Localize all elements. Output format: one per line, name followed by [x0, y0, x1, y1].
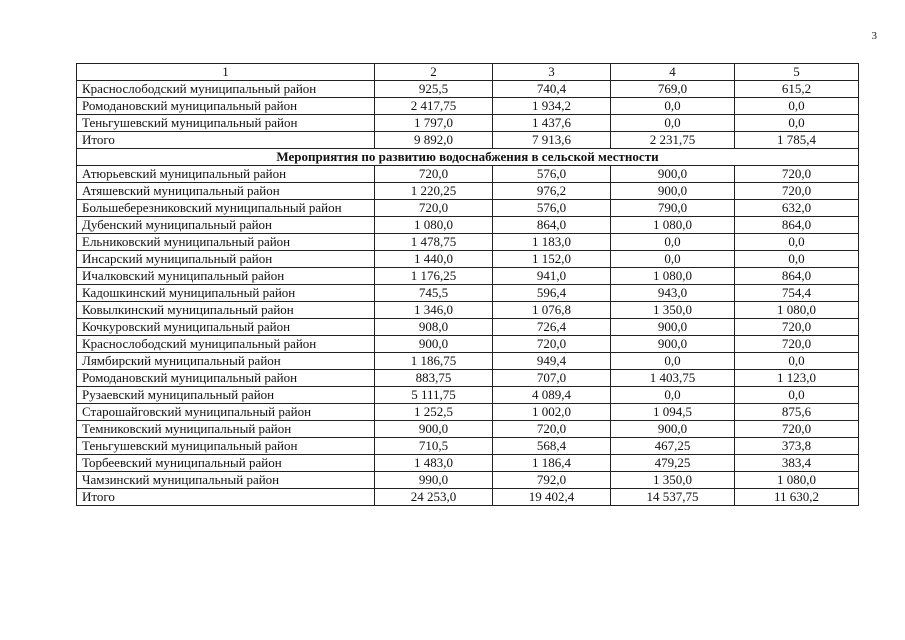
value-cell-col5: 720,0 — [735, 183, 859, 200]
section-title: Мероприятия по развитию водоснабжения в сельской местности — [77, 149, 859, 166]
value-cell-col2: 2 417,75 — [375, 98, 493, 115]
value-cell-col4: 790,0 — [611, 200, 735, 217]
district-name-cell: Атюрьевский муниципальный район — [77, 166, 375, 183]
value-cell-col5: 615,2 — [735, 81, 859, 98]
table-row — [77, 217, 859, 234]
column-number-header: 1 — [77, 64, 375, 81]
value-cell-col5: 720,0 — [735, 166, 859, 183]
value-cell-col4: 1 350,0 — [611, 302, 735, 319]
district-name-cell: Ковылкинский муниципальный район — [77, 302, 375, 319]
value-cell-col3: 1 437,6 — [493, 115, 611, 132]
table-row — [77, 268, 859, 285]
table-row — [77, 302, 859, 319]
value-cell-col4: 900,0 — [611, 166, 735, 183]
value-cell-col4: 0,0 — [611, 387, 735, 404]
value-cell-col4: 900,0 — [611, 421, 735, 438]
value-cell-col4: 2 231,75 — [611, 132, 735, 149]
value-cell-col5: 0,0 — [735, 353, 859, 370]
value-cell-col5: 632,0 — [735, 200, 859, 217]
value-cell-col5: 720,0 — [735, 421, 859, 438]
value-cell-col3: 576,0 — [493, 166, 611, 183]
value-cell-col5: 720,0 — [735, 319, 859, 336]
table-row — [77, 370, 859, 387]
value-cell-col4: 0,0 — [611, 98, 735, 115]
table-row — [77, 455, 859, 472]
column-number-header: 4 — [611, 64, 735, 81]
table-row — [77, 98, 859, 115]
column-number-header-row — [77, 64, 859, 81]
page-number: 3 — [871, 30, 877, 42]
value-cell-col5: 1 123,0 — [735, 370, 859, 387]
value-cell-col3: 1 002,0 — [493, 404, 611, 421]
column-number-header: 3 — [493, 64, 611, 81]
value-cell-col2: 1 080,0 — [375, 217, 493, 234]
value-cell-col4: 0,0 — [611, 234, 735, 251]
value-cell-col2: 925,5 — [375, 81, 493, 98]
district-name-cell: Теньгушевский муниципальный район — [77, 115, 375, 132]
table-row — [77, 81, 859, 98]
value-cell-col2: 1 483,0 — [375, 455, 493, 472]
value-cell-col4: 0,0 — [611, 353, 735, 370]
value-cell-col3: 864,0 — [493, 217, 611, 234]
table-row — [77, 234, 859, 251]
value-cell-col4: 1 350,0 — [611, 472, 735, 489]
total-row — [77, 489, 859, 506]
district-name-cell: Темниковский муниципальный район — [77, 421, 375, 438]
table-row — [77, 319, 859, 336]
table-row — [77, 438, 859, 455]
district-name-cell: Ромодановский муниципальный район — [77, 98, 375, 115]
value-cell-col4: 1 080,0 — [611, 268, 735, 285]
district-name-cell: Кадошкинский муниципальный район — [77, 285, 375, 302]
value-cell-col2: 720,0 — [375, 166, 493, 183]
value-cell-col3: 4 089,4 — [493, 387, 611, 404]
value-cell-col4: 943,0 — [611, 285, 735, 302]
value-cell-col5: 0,0 — [735, 234, 859, 251]
value-cell-col5: 875,6 — [735, 404, 859, 421]
value-cell-col2: 1 186,75 — [375, 353, 493, 370]
district-name-cell: Итого — [77, 489, 375, 506]
value-cell-col3: 941,0 — [493, 268, 611, 285]
value-cell-col2: 1 346,0 — [375, 302, 493, 319]
value-cell-col3: 792,0 — [493, 472, 611, 489]
table-row — [77, 353, 859, 370]
column-number-header: 2 — [375, 64, 493, 81]
district-name-cell: Большеберезниковский муниципальный район — [77, 200, 375, 217]
district-name-cell: Дубенский муниципальный район — [77, 217, 375, 234]
value-cell-col2: 720,0 — [375, 200, 493, 217]
value-cell-col4: 0,0 — [611, 251, 735, 268]
value-cell-col4: 769,0 — [611, 81, 735, 98]
value-cell-col5: 0,0 — [735, 115, 859, 132]
value-cell-col4: 479,25 — [611, 455, 735, 472]
district-name-cell: Ельниковский муниципальный район — [77, 234, 375, 251]
value-cell-col3: 1 186,4 — [493, 455, 611, 472]
value-cell-col2: 990,0 — [375, 472, 493, 489]
value-cell-col2: 1 440,0 — [375, 251, 493, 268]
district-name-cell: Лямбирский муниципальный район — [77, 353, 375, 370]
value-cell-col2: 9 892,0 — [375, 132, 493, 149]
table-row — [77, 285, 859, 302]
district-name-cell: Ромодановский муниципальный район — [77, 370, 375, 387]
value-cell-col4: 467,25 — [611, 438, 735, 455]
table-row — [77, 115, 859, 132]
value-cell-col2: 908,0 — [375, 319, 493, 336]
district-name-cell: Теньгушевский муниципальный район — [77, 438, 375, 455]
value-cell-col3: 707,0 — [493, 370, 611, 387]
value-cell-col5: 754,4 — [735, 285, 859, 302]
value-cell-col3: 740,4 — [493, 81, 611, 98]
value-cell-col3: 720,0 — [493, 421, 611, 438]
district-name-cell: Инсарский муниципальный район — [77, 251, 375, 268]
value-cell-col5: 11 630,2 — [735, 489, 859, 506]
value-cell-col5: 0,0 — [735, 387, 859, 404]
value-cell-col5: 864,0 — [735, 268, 859, 285]
district-name-cell: Краснослободский муниципальный район — [77, 336, 375, 353]
district-name-cell: Ичалковский муниципальный район — [77, 268, 375, 285]
value-cell-col4: 1 094,5 — [611, 404, 735, 421]
value-cell-col3: 568,4 — [493, 438, 611, 455]
value-cell-col3: 596,4 — [493, 285, 611, 302]
table-row — [77, 166, 859, 183]
value-cell-col2: 900,0 — [375, 421, 493, 438]
value-cell-col2: 24 253,0 — [375, 489, 493, 506]
table-row — [77, 336, 859, 353]
value-cell-col2: 1 176,25 — [375, 268, 493, 285]
value-cell-col2: 1 797,0 — [375, 115, 493, 132]
value-cell-col2: 1 220,25 — [375, 183, 493, 200]
value-cell-col5: 0,0 — [735, 98, 859, 115]
value-cell-col2: 5 111,75 — [375, 387, 493, 404]
section-header-row — [77, 149, 859, 166]
value-cell-col3: 949,4 — [493, 353, 611, 370]
table-row — [77, 183, 859, 200]
value-cell-col2: 883,75 — [375, 370, 493, 387]
value-cell-col3: 1 934,2 — [493, 98, 611, 115]
value-cell-col5: 720,0 — [735, 336, 859, 353]
value-cell-col3: 1 076,8 — [493, 302, 611, 319]
value-cell-col3: 976,2 — [493, 183, 611, 200]
table-row — [77, 421, 859, 438]
district-name-cell: Краснослободский муниципальный район — [77, 81, 375, 98]
value-cell-col5: 373,8 — [735, 438, 859, 455]
table-row — [77, 404, 859, 421]
value-cell-col3: 726,4 — [493, 319, 611, 336]
district-name-cell: Рузаевский муниципальный район — [77, 387, 375, 404]
district-name-cell: Старошайговский муниципальный район — [77, 404, 375, 421]
value-cell-col2: 1 252,5 — [375, 404, 493, 421]
value-cell-col5: 1 080,0 — [735, 472, 859, 489]
value-cell-col3: 720,0 — [493, 336, 611, 353]
table-row — [77, 251, 859, 268]
district-name-cell: Атяшевский муниципальный район — [77, 183, 375, 200]
value-cell-col4: 1 403,75 — [611, 370, 735, 387]
district-name-cell: Итого — [77, 132, 375, 149]
district-name-cell: Чамзинский муниципальный район — [77, 472, 375, 489]
value-cell-col4: 14 537,75 — [611, 489, 735, 506]
budget-table — [76, 63, 859, 506]
value-cell-col4: 900,0 — [611, 319, 735, 336]
value-cell-col4: 1 080,0 — [611, 217, 735, 234]
value-cell-col4: 900,0 — [611, 336, 735, 353]
value-cell-col5: 1 080,0 — [735, 302, 859, 319]
value-cell-col2: 900,0 — [375, 336, 493, 353]
value-cell-col2: 710,5 — [375, 438, 493, 455]
value-cell-col3: 1 183,0 — [493, 234, 611, 251]
value-cell-col4: 900,0 — [611, 183, 735, 200]
district-name-cell: Торбеевский муниципальный район — [77, 455, 375, 472]
value-cell-col3: 576,0 — [493, 200, 611, 217]
table-row — [77, 472, 859, 489]
value-cell-col4: 0,0 — [611, 115, 735, 132]
value-cell-col3: 7 913,6 — [493, 132, 611, 149]
value-cell-col3: 1 152,0 — [493, 251, 611, 268]
value-cell-col2: 1 478,75 — [375, 234, 493, 251]
value-cell-col5: 0,0 — [735, 251, 859, 268]
value-cell-col5: 383,4 — [735, 455, 859, 472]
total-row — [77, 132, 859, 149]
table-row — [77, 387, 859, 404]
value-cell-col5: 864,0 — [735, 217, 859, 234]
district-name-cell: Кочкуровский муниципальный район — [77, 319, 375, 336]
value-cell-col3: 19 402,4 — [493, 489, 611, 506]
table-row — [77, 200, 859, 217]
column-number-header: 5 — [735, 64, 859, 81]
value-cell-col2: 745,5 — [375, 285, 493, 302]
value-cell-col5: 1 785,4 — [735, 132, 859, 149]
